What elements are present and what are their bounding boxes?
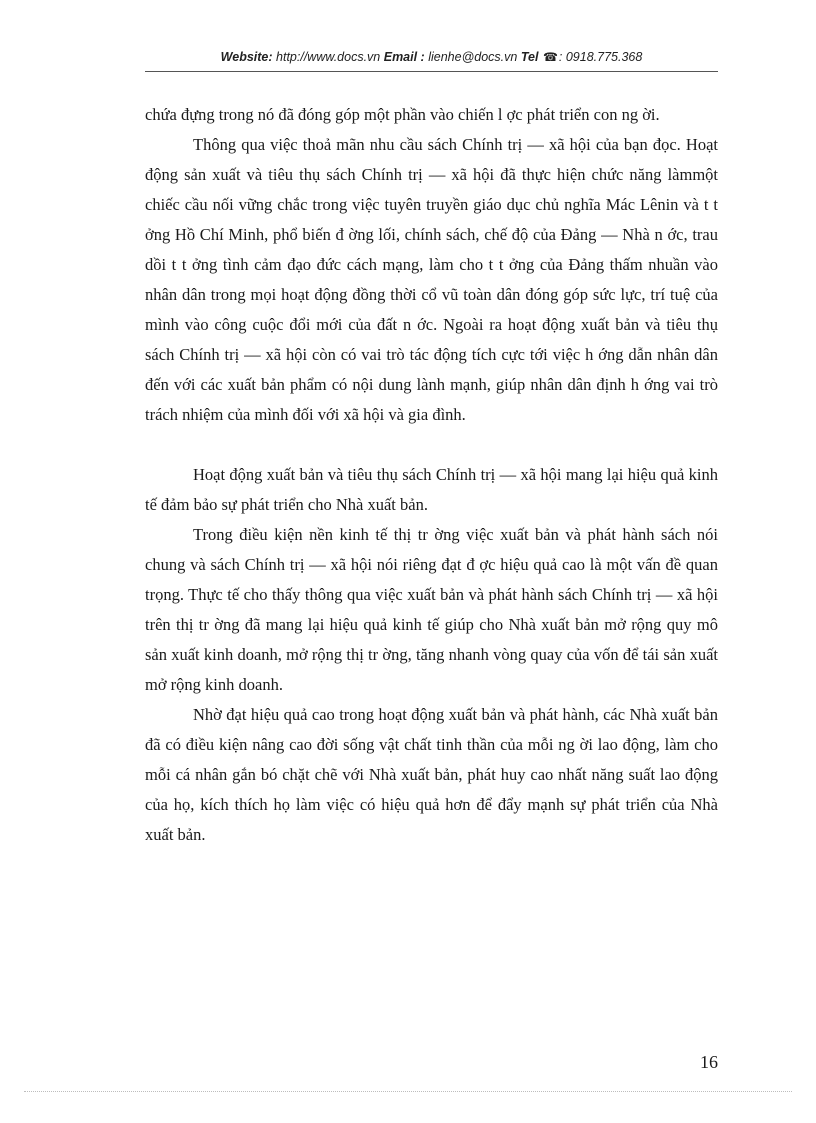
header-divider — [145, 71, 718, 72]
tel-label: Tel — [520, 50, 539, 64]
website-label: Website: — [220, 50, 273, 64]
footer-divider — [24, 1091, 792, 1092]
tel-value: : 0918.775.368 — [558, 50, 643, 64]
page-header — [145, 50, 718, 64]
paragraph: Thông qua việc thoả mãn nhu cầu sách Chính trị — xã hội của bạn đọc. Hoạt động sản xuất và tiêu thụ sách Chính trị — xã hội đã thực hiện chức năng làmmột chiếc cầu nối vững chắc trong việc tuyên truyền giáo dục chủ nghĩa Mác Lênin và t t ởng Hồ Chí Minh, phổ biến đ ờng lối, chính sách, chế độ của Đảng — Nhà n ớc, trau dồi t t ởng tình cảm đạo đức cách mạng, làm cho t t ởng của Đảng thấm nhuần vào nhân dân trong mọi hoạt động đồng thời cổ vũ toàn dân đóng góp sức lực, trí tuệ của mình vào công cuộc đổi mới của đất n ớc. Ngoài ra hoạt động xuất bản và tiêu thụ sách Chính trị — xã hội còn có vai trò tác động tích cực tới việc h ớng dẫn nhân dân đến với các xuất bản phẩm có nội dung lành mạnh, giúp nhân dân định h ớng vai trò trách nhiệm của mình đối với xã hội và gia đình. — [145, 135, 718, 424]
email-value[interactable]: lienhe@docs.vn — [428, 50, 518, 64]
email-label: Email : — [383, 50, 425, 64]
paragraph-continuation: chứa đựng trong nó đã đóng góp một phần vào chiến l ợc phát triển con ng ời. — [145, 105, 660, 124]
paragraph: Hoạt động xuất bản và tiêu thụ sách Chính trị — xã hội mang lại hiệu quả kinh tế đảm bảo sự phát triển cho Nhà xuất bản. — [145, 465, 718, 514]
phone-icon: ☎ — [542, 50, 558, 64]
page-number: 16 — [700, 1052, 718, 1072]
document-body — [145, 100, 718, 850]
paragraph: Trong điều kiện nền kinh tế thị tr ờng việc xuất bản và phát hành sách nói chung và sách Chính trị — xã hội nói riêng đạt đ ợc hiệu quả cao là một vấn đề quan trọng. Thực tế cho thấy thông qua việc xuất bản và phát hành sách Chính trị — xã hội trên thị tr ờng đã mang lại hiệu quả kinh tế giúp cho Nhà xuất bản mở rộng quy mô sản xuất kinh doanh, mở rộng thị tr ờng, tăng nhanh vòng quay của vốn để tái sản xuất mở rộng kinh doanh. — [145, 525, 718, 694]
website-url[interactable]: http://www.docs.vn — [276, 50, 381, 64]
paragraph: Nhờ đạt hiệu quả cao trong hoạt động xuất bản và phát hành, các Nhà xuất bản đã có điều kiện nâng cao đời sống vật chất tinh thần của mỗi ng ời lao động, làm cho mỗi cá nhân gắn bó chặt chẽ với Nhà xuất bản, phát huy cao nhất năng suất lao động của họ, kích thích họ làm việc có hiệu quả hơn để đẩy mạnh sự phát triển của Nhà xuất bản. — [145, 705, 718, 844]
